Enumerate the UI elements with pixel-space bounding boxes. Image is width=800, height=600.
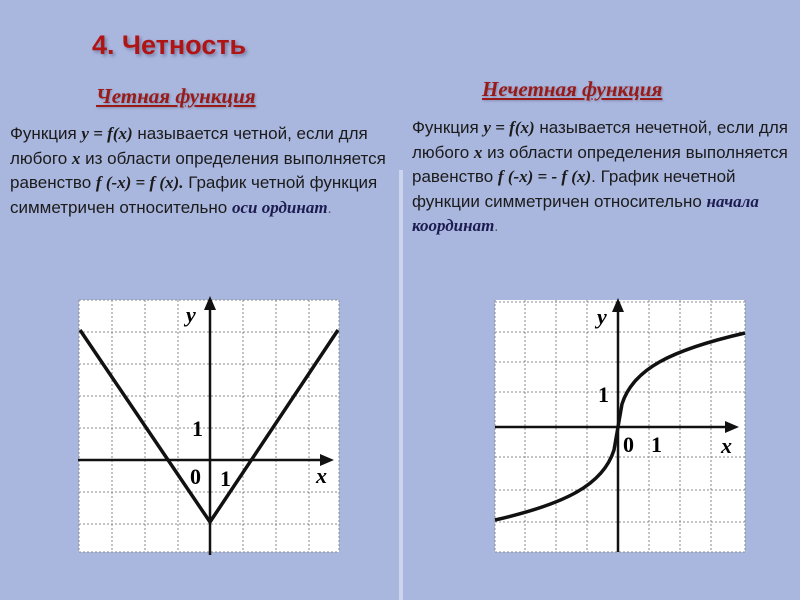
symmetry-origin-term: начала координат xyxy=(412,191,759,235)
even-function-definition: Функция y = f(x) называется четной, если для любого x из области определения выполняется равенство f (-x) = f (x). График четной функция симметричен относительно оси ординат. xyxy=(10,124,386,217)
y-tick-label: 1 xyxy=(598,382,609,407)
origin-label: 0 xyxy=(623,432,634,457)
odd-function-graph xyxy=(485,290,760,560)
x-axis-label: x xyxy=(721,433,732,458)
odd-equality: f (-x) = - f (x) xyxy=(497,167,592,186)
y-axis-label: y xyxy=(597,304,607,329)
symmetry-axis-term: оси ординат xyxy=(231,197,328,217)
function-notation: y = f(x) xyxy=(483,118,535,137)
y-tick-label: 1 xyxy=(192,416,203,441)
x-tick-label: 1 xyxy=(220,466,231,491)
function-notation: y = f(x) xyxy=(81,124,133,143)
y-axis-label: y xyxy=(186,302,196,327)
even-equality: f (-x) = f (x). xyxy=(95,173,184,192)
odd-function-definition: Функция y = f(x) называется нечетной, если для любого x из области определения выполняется равенство f (-x) = - f (x). График нечетной функции симметричен относительно начала координат. xyxy=(412,118,788,235)
variable-x: x xyxy=(71,148,81,168)
x-tick-label: 1 xyxy=(651,432,662,457)
variable-x: x xyxy=(473,142,483,162)
column-divider xyxy=(399,170,403,600)
even-function-heading: Четная функция xyxy=(96,84,256,108)
slide-title: 4. Четность xyxy=(92,30,247,60)
even-function-graph xyxy=(70,290,350,560)
x-axis-label: x xyxy=(316,463,327,488)
origin-label: 0 xyxy=(190,464,201,489)
odd-function-heading: Нечетная функция xyxy=(482,77,663,101)
